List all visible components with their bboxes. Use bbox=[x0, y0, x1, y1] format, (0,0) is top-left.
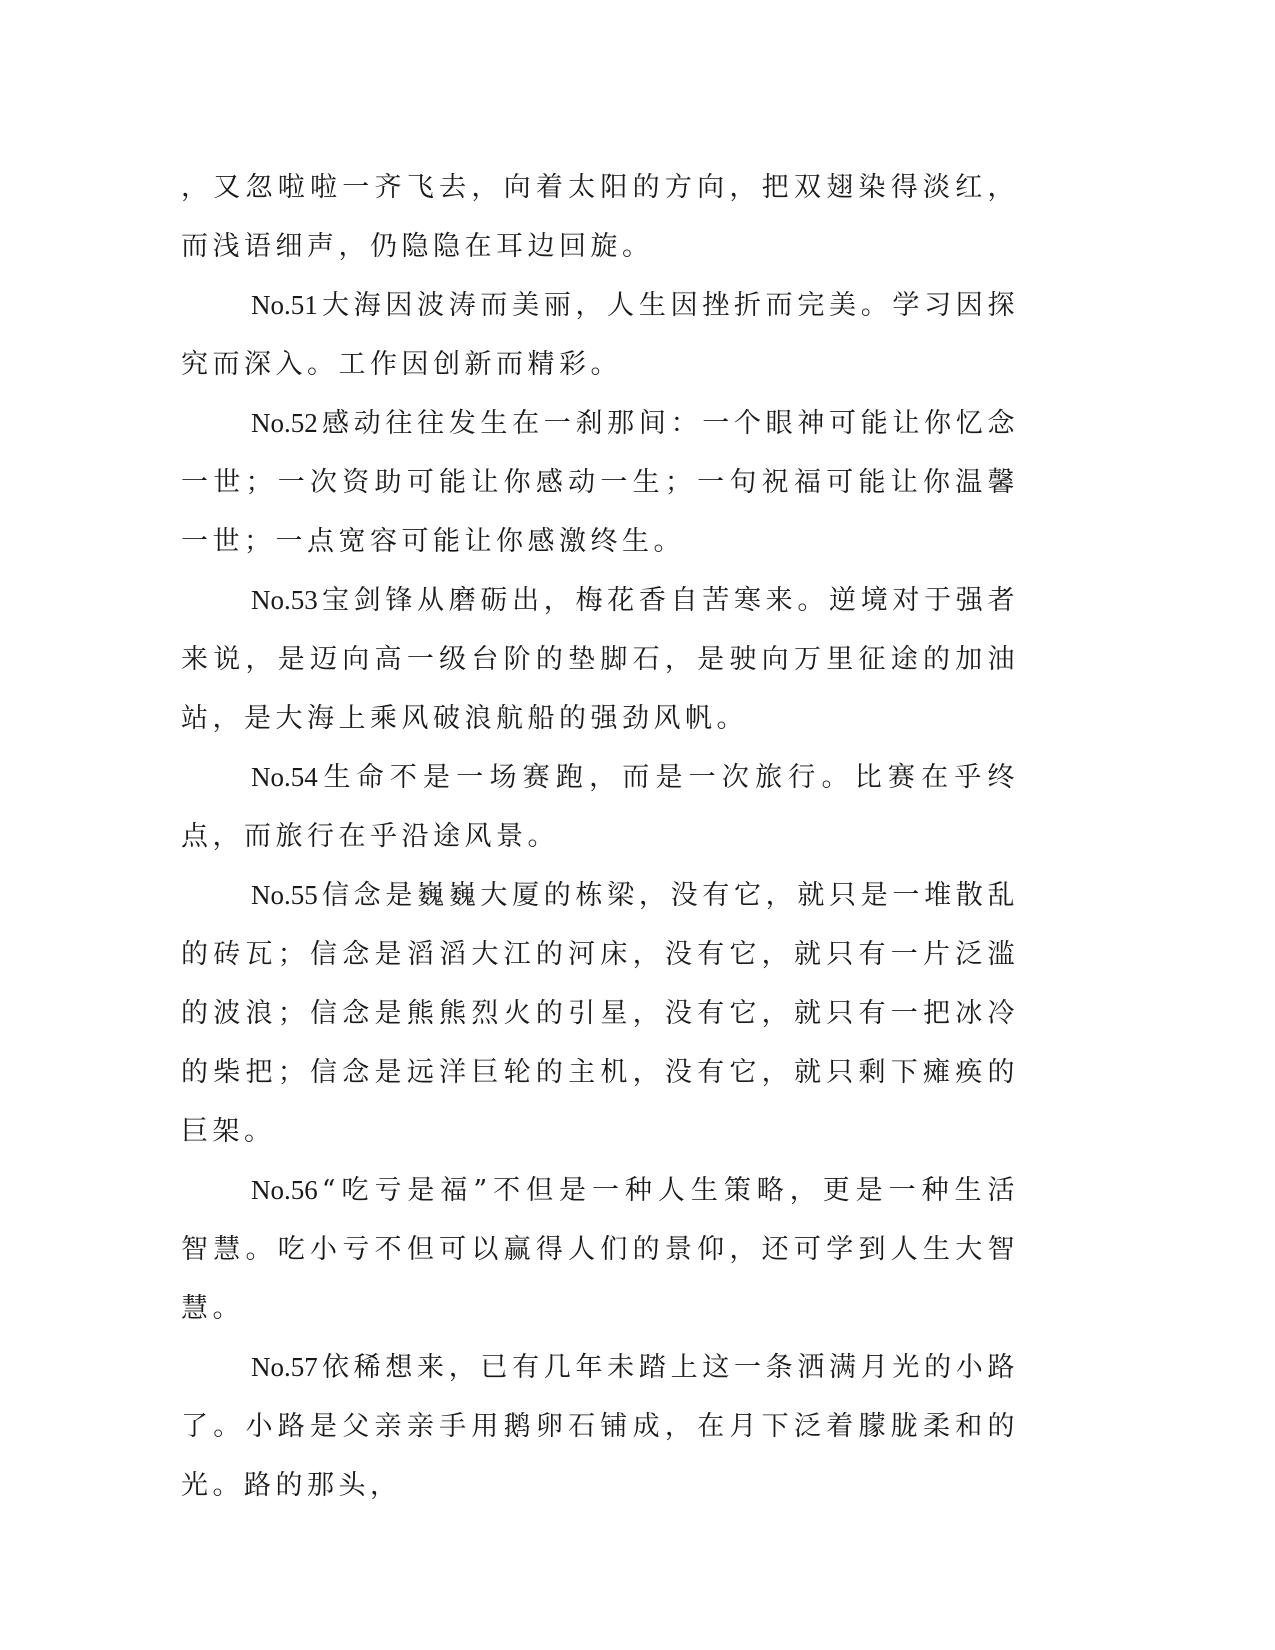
paragraph-text: “吃亏是福”不但是一种人生策略，更是一种生活智慧。吃小亏不但可以赢得人们的景仰，还可学到人生大智慧。 bbox=[181, 1175, 1019, 1324]
paragraph-no56 bbox=[181, 1161, 1019, 1338]
paragraph-text: 宝剑锋从磨砺出，梅花香自苦寒来。逆境对于强者来说，是迈向高一级台阶的垫脚石，是驶向万里征途的加油站，是大海上乘风破浪航船的强劲风帆。 bbox=[181, 585, 1019, 734]
paragraph-no54 bbox=[181, 748, 1019, 866]
paragraph-number: No.53 bbox=[251, 585, 318, 615]
paragraph-text: 依稀想来，已有几年未踏上这一条洒满月光的小路了。小路是父亲亲手用鹅卵石铺成，在月下泛着朦胧柔和的光。路的那头， bbox=[181, 1352, 1019, 1501]
paragraph-number: No.54 bbox=[251, 762, 318, 792]
paragraph-number: No.51 bbox=[251, 290, 318, 320]
paragraph-text: 感动往往发生在一刹那间：一个眼神可能让你忆念一世；一次资助可能让你感动一生；一句祝福可能让你温馨一世；一点宽容可能让你感激终生。 bbox=[181, 408, 1019, 557]
paragraph-text: 生命不是一场赛跑，而是一次旅行。比赛在乎终点，而旅行在乎沿途风景。 bbox=[181, 762, 1019, 852]
paragraph-no57 bbox=[181, 1338, 1019, 1515]
document-body bbox=[181, 158, 1019, 1515]
paragraph-text: 大海因波涛而美丽，人生因挫折而完美。学习因探究而深入。工作因创新而精彩。 bbox=[181, 290, 1019, 380]
paragraph-text: ，又忽啦啦一齐飞去，向着太阳的方向，把双翅染得淡红，而浅语细声，仍隐隐在耳边回旋。 bbox=[181, 172, 1019, 262]
paragraph-no55 bbox=[181, 866, 1019, 1161]
paragraph-text: 信念是巍巍大厦的栋梁，没有它，就只是一堆散乱的砖瓦；信念是滔滔大江的河床，没有它，就只有一片泛滥的波浪；信念是熊熊烈火的引星，没有它，就只有一把冰冷的柴把；信念是远洋巨轮的主机，没有它，就只剩下瘫痪的巨架。 bbox=[181, 880, 1019, 1147]
paragraph-number: No.55 bbox=[251, 880, 318, 910]
paragraph-number: No.56 bbox=[251, 1175, 318, 1205]
paragraph-number: No.57 bbox=[251, 1352, 318, 1382]
paragraph-continuation bbox=[181, 158, 1019, 276]
paragraph-no52 bbox=[181, 394, 1019, 571]
paragraph-no51 bbox=[181, 276, 1019, 394]
paragraph-number: No.52 bbox=[251, 408, 318, 438]
paragraph-no53 bbox=[181, 571, 1019, 748]
